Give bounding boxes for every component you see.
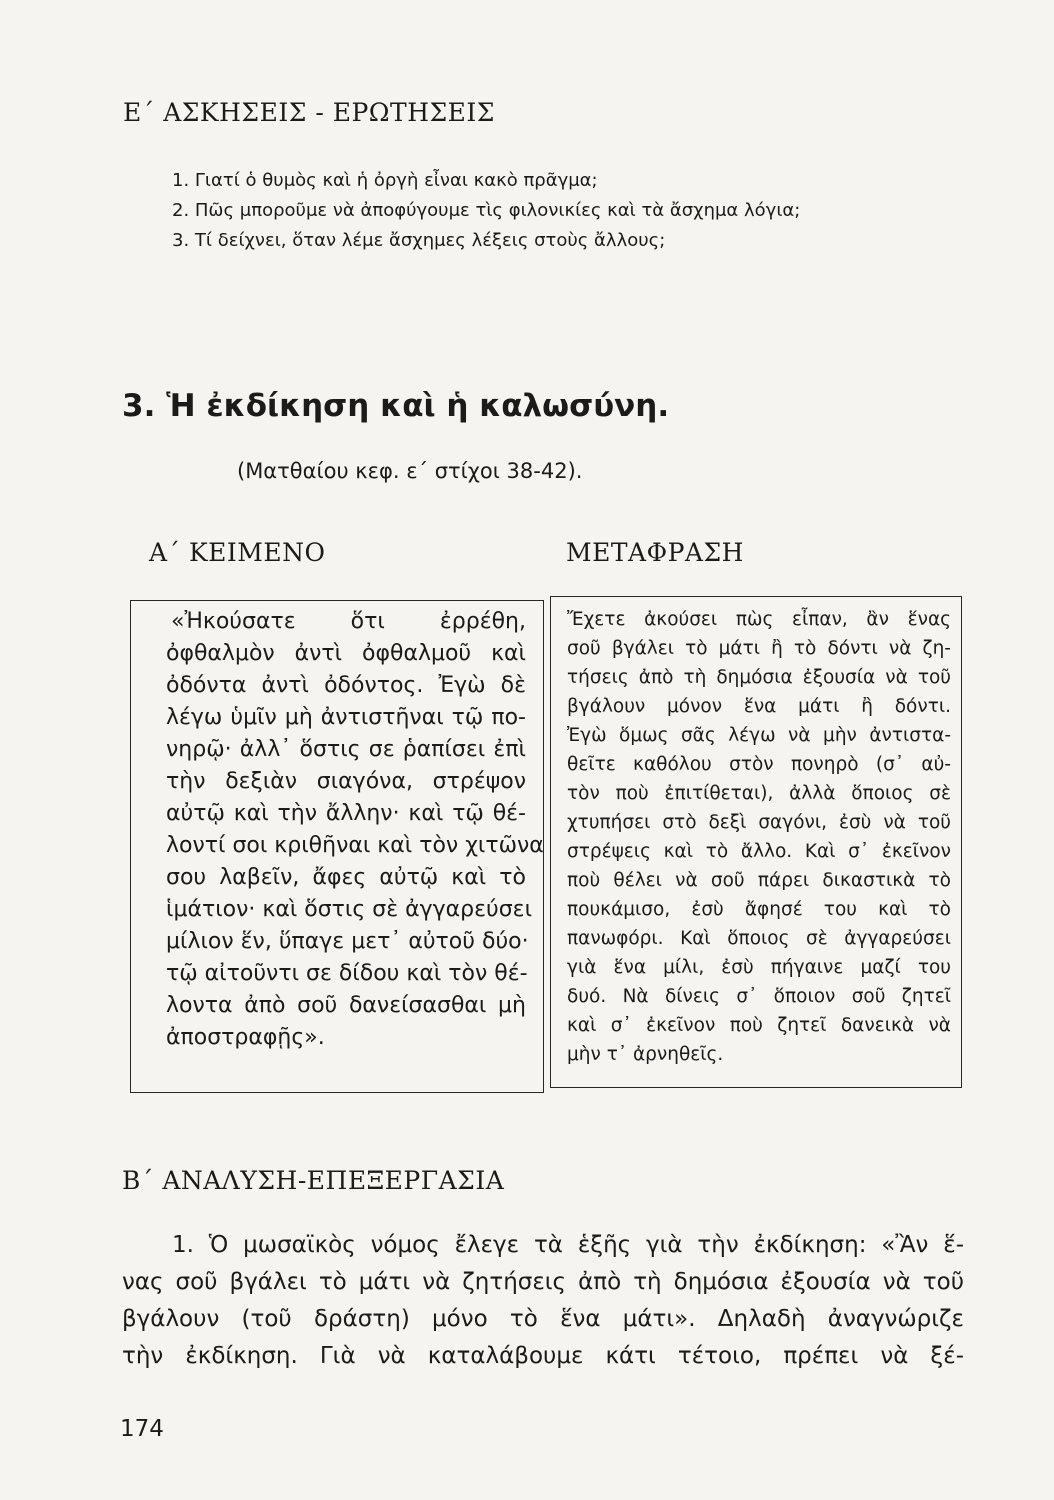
original-text-line: μίλιον ἕν, ὕπαγε μετ᾽ αὐτοῦ δύο· (166, 929, 529, 954)
analysis-paragraph-line: βγάλουν (τοῦ δράστη) μόνο τὸ ἕνα μάτι». Δηλαδὴ ἀναγνώριζε (122, 1306, 964, 1332)
analysis-paragraph-line: νας σοῦ βγάλει τὸ μάτι νὰ ζητήσεις ἀπὸ τὴ δημόσια ἐξουσία νὰ τοῦ (122, 1269, 964, 1295)
original-text-box (130, 600, 544, 1093)
translation-line: θεῖτε καθόλου στὸν πονηρὸ (σ᾽ αὐ- (567, 754, 951, 775)
original-text-line: λοντί σοι κριθῆναι καὶ τὸν χιτῶνα (166, 833, 544, 858)
translation-line: Ἔχετε ἀκούσει πὼς εἶπαν, ἂν ἕνας (567, 609, 951, 630)
analysis-paragraph-line: τὴν ἐκδίκηση. Γιὰ νὰ καταλάβουμε κάτι τέτοιο, πρέπει νὰ ξέ- (122, 1343, 964, 1369)
translation-line: πανωφόρι. Καὶ ὅποιος σὲ ἀγγαρεύσει (567, 928, 951, 949)
translation-line: τήσεις ἀπὸ τὴ δημόσια ἐξουσία νὰ τοῦ (567, 667, 951, 688)
original-text-line: «Ἠκούσατε ὅτι ἐρρέθη, (171, 609, 526, 634)
exercises-heading: Ε΄ ΑΣΚΗΣΕΙΣ - ΕΡΩΤΗΣΕΙΣ (123, 98, 495, 127)
analysis-paragraph-line: 1. Ὁ μωσαϊκὸς νόμος ἔλεγε τὰ ἑξῆς γιὰ τὴν ἐκδίκηση: «Ἂν ἕ- (172, 1232, 964, 1258)
translation-line: δυό. Νὰ δίνεις σ᾽ ὅποιον σοῦ ζητεῖ (567, 986, 951, 1007)
original-text-line: νηρῷ· ἀλλ᾽ ὅστις σε ῥαπίσει ἐπὶ (166, 737, 526, 762)
original-text-heading: Α΄ ΚΕΙΜΕΝΟ (149, 538, 326, 567)
translation-line: καὶ σ᾽ ἐκεῖνον ποὺ ζητεῖ δανεικὰ νὰ (567, 1015, 951, 1036)
original-text-line: τὴν δεξιὰν σιαγόνα, στρέψον (166, 769, 526, 794)
translation-line: πουκάμισο, ἐσὺ ἄφησέ του καὶ τὸ (567, 899, 951, 920)
original-text-line: λέγω ὑμῖν μὴ ἀντιστῆναι τῷ πο- (166, 705, 526, 730)
original-text-line: σου λαβεῖν, ἄφες αὐτῷ καὶ τὸ (166, 865, 526, 890)
translation-line: χτυπήσει στὸ δεξὶ σαγόνι, ἐσὺ νὰ τοῦ (567, 812, 951, 833)
questions-list (172, 166, 800, 256)
original-text-line: ἀποστραφῇς». (166, 1025, 325, 1050)
translation-line: τὸν ποὺ ἐπιτίθεται), ἀλλὰ ὅποιος σὲ (567, 783, 951, 804)
translation-line: σοῦ βγάλει τὸ μάτι ἢ τὸ δόντι νὰ ζη- (567, 638, 951, 659)
question-item: 3. Τί δείχνει, ὅταν λέμε ἄσχημες λέξεις στοὺς ἄλλους; (172, 230, 666, 251)
original-text-line: τῷ αἰτοῦντι σε δίδου καὶ τὸν θέ- (166, 961, 528, 986)
original-text-line: λοντα ἀπὸ σοῦ δανείσασθαι μὴ (166, 993, 526, 1018)
section-title: 3. Ἡ ἐκδίκηση καὶ ἡ καλωσύνη. (122, 388, 670, 424)
scripture-citation: (Ματθαίου κεφ. ε΄ στίχοι 38-42). (237, 459, 583, 483)
translation-line: βγάλουν μόνον ἕνα μάτι ἢ δόντι. (567, 696, 951, 717)
original-text-line: αὐτῷ καὶ τὴν ἄλλην· καὶ τῷ θέ- (166, 801, 526, 826)
original-text-line: ἱμάτιον· καὶ ὅστις σὲ ἀγγαρεύσει (166, 897, 533, 922)
translation-box (550, 596, 962, 1088)
original-text-line: ὀδόντα ἀντὶ ὀδόντος. Ἐγὼ δὲ (166, 673, 526, 698)
question-item: 2. Πῶς μποροῦμε νὰ ἀποφύγουμε τὶς φιλονικίες καὶ τὰ ἄσχημα λόγια; (172, 200, 801, 221)
page-number: 174 (120, 1416, 164, 1442)
translation-line: ποὺ θέλει νὰ σοῦ πάρει δικαστικὰ τὸ (567, 870, 951, 891)
translation-line: στρέψεις καὶ τὸ ἄλλο. Καὶ σ᾽ ἐκεῖνον (567, 841, 951, 862)
analysis-heading: Β΄ ΑΝΑΛΥΣΗ-ΕΠΕΞΕΡΓΑΣΙΑ (122, 1166, 505, 1195)
translation-line: Ἐγὼ ὅμως σᾶς λέγω νὰ μὴν ἀντιστα- (567, 725, 951, 746)
translation-line: μὴν τ᾽ ἀρνηθεῖς. (567, 1044, 724, 1065)
original-text-line: ὀφθαλμὸν ἀντὶ ὀφθαλμοῦ καὶ (166, 641, 526, 666)
translation-heading: ΜΕΤΑΦΡΑΣΗ (566, 538, 744, 567)
question-item: 1. Γιατί ὁ θυμὸς καὶ ἡ ὀργὴ εἶναι κακὸ πρᾶγμα; (172, 170, 598, 191)
translation-line: γιὰ ἕνα μίλι, ἐσὺ πήγαινε μαζί του (567, 957, 951, 978)
